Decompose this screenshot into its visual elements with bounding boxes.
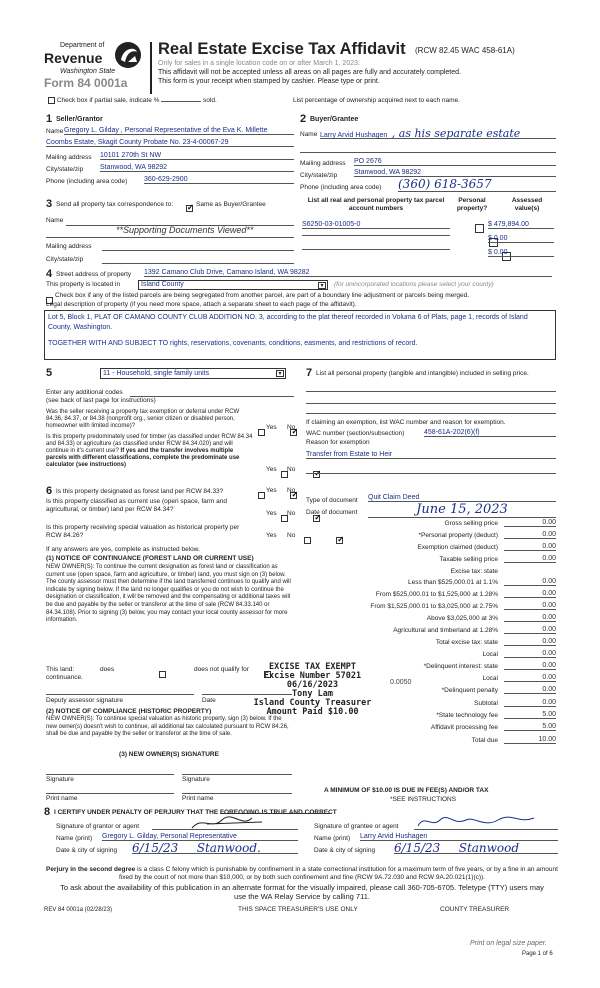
correspondence-label: Send all property tax correspondence to:	[56, 201, 174, 208]
parcel-col-header: List all real and personal property tax parcel account numbers	[307, 197, 445, 212]
legal-text-2: TOGETHER WITH AND SUBJECT TO rights, reservations, covenants, conditions, easments, and restrictions of record.	[48, 340, 418, 347]
does-qualify-checkbox[interactable]	[159, 671, 166, 678]
timber-yes-label: Yes	[266, 466, 277, 473]
parcel-number-field[interactable]: S6250-03-01005-0	[302, 221, 450, 229]
buyer-name-field[interactable]	[320, 124, 556, 139]
buyer-phone-label: Phone (including area code)	[300, 184, 382, 191]
same-as-buyer-checkbox[interactable]	[186, 205, 193, 212]
logo-dept: Department of	[60, 42, 105, 49]
continuance-text: NEW OWNER(S): To continue the current designation as forest land or classification as current use (open space, farm and agriculture, or timber) land, you must sign on (3) below. The county assessor must then determine if the land transferred continues to qualify and will indicate by signing below. If the land no longer qualifies or you do not wish to continue the designation or classification, it will be removed and the compensating or additional taxes will be due and payable by the seller or transferor at the time of sale (RCW 84.33.140 or 84.34.108). Prior to signing (3) below, you may contact your local county assessor for more information.	[46, 564, 291, 624]
signature-label-1: Signature	[46, 776, 74, 783]
personal-property-line-3[interactable]	[306, 413, 556, 414]
forest-yes-label: Yes	[266, 487, 277, 494]
assessed-col-header: Assessed value(s)	[511, 197, 543, 212]
calc-row-amount[interactable]: 0.00	[504, 626, 556, 634]
timber-question-text: Is this property predominately used for timber (as classified under RCW 84.34 and 84.33) or agriculture (as classified under RCW 84.34.020) and will continue in it's current use?	[46, 434, 253, 454]
calc-row-amount[interactable]: 0.00	[504, 531, 556, 539]
buyer-heading: Buyer/Grantee	[310, 116, 359, 123]
grantor-date-city-field[interactable]	[132, 839, 298, 854]
use-code-value: 11 - Household, single family units	[103, 370, 210, 377]
calc-row-amount[interactable]: 0.00	[504, 686, 556, 694]
stamp-line-6: Amount Paid $10.00	[266, 707, 359, 717]
buyer-mail-label: Mailing address	[300, 160, 346, 167]
this-land-label: This land:	[46, 666, 75, 673]
grantor-date: 6/15/23	[132, 841, 179, 855]
page-number: Page 1 of 6	[522, 951, 553, 957]
calc-row-label: Excise tax: state	[450, 568, 498, 575]
chevron-down-icon: ▾	[276, 370, 284, 377]
street-label: Street address of property	[56, 271, 132, 278]
grantee-date: 6/15/23	[394, 841, 441, 855]
calc-row-amount[interactable]: 0.00	[504, 543, 556, 551]
seller-name-label: Name	[46, 128, 64, 135]
legal-description-field[interactable]	[44, 310, 556, 360]
stamp-line-5: Island County Treasurer	[253, 698, 372, 708]
buyer-name-typed: Larry Arvid Hushagen	[320, 132, 388, 139]
print-name-label-1: Print name	[46, 795, 78, 802]
segregated-label: Check box if any of the listed parcels are being segregated from another parcel, are part of a boundary line adjustment or parcels being merged.	[55, 292, 470, 299]
calc-row-label: Agricultural and timberland at 1.28%	[393, 627, 498, 634]
supporting-docs-stamp: **Supporting Documents Viewed**	[116, 225, 254, 235]
deputy-date-label: Date	[202, 697, 216, 704]
personal-property-checkbox-1[interactable]	[475, 224, 484, 233]
minimum-due-note: A MINIMUM OF $10.00 IS DUE IN FEE(S) AND/OR TAX	[324, 787, 489, 794]
corr-mail-label: Mailing address	[46, 243, 92, 250]
signature-label-2: Signature	[182, 776, 210, 783]
seller-phone-field[interactable]: 360-629-2900	[144, 176, 294, 184]
ownership-note: List percentage of ownership acquired next to each name.	[293, 97, 460, 104]
calc-row-amount[interactable]: 10.00	[504, 736, 556, 744]
calc-row-label: Local	[482, 675, 498, 682]
calc-row-amount[interactable]: 0.00	[504, 602, 556, 610]
buyer-phone-field[interactable]: (360) 618-3657	[398, 177, 556, 192]
county-value: Island County	[141, 281, 184, 288]
doc-date-label: Date of document	[306, 509, 358, 516]
calc-row-amount[interactable]: 0.00	[504, 614, 556, 622]
calc-row-label: *Delinquent penalty	[441, 687, 498, 694]
grantor-date-label: Date & city of signing	[56, 847, 118, 854]
calc-row-label: *Personal property (deduct)	[418, 532, 498, 539]
grantee-signature-field[interactable]	[414, 814, 558, 830]
assessed-value-1[interactable]: $ 479,894.00	[488, 221, 554, 229]
reason-field[interactable]: Transfer from Estate to Heir	[306, 451, 556, 459]
doc-type-label: Type of document	[306, 497, 358, 504]
calc-row-amount[interactable]: 0.00	[504, 662, 556, 670]
legal-desc-label: Legal description of property (if you need more space, attach a separate sheet to each page of the affidavit).	[46, 301, 357, 308]
reason-label: Reason for exemption	[306, 439, 370, 446]
timber-question	[46, 434, 254, 469]
partial-sale-checkbox[interactable]	[48, 97, 55, 104]
section-1-number: 1	[46, 113, 53, 125]
doc-date-field[interactable]: June 15, 2023	[368, 502, 556, 518]
does-not-qualify-label: does not qualify for	[194, 666, 249, 673]
historic-question: Is this property receiving special valuation as historical property per RCW 84.26?	[46, 524, 240, 539]
calc-row-amount[interactable]: 5.00	[504, 711, 556, 719]
stamp-line-4: Tony Lam	[292, 689, 333, 699]
grantor-print-label: Name (print)	[56, 835, 93, 842]
new-owner-signature-1[interactable]	[46, 774, 174, 775]
compliance-heading: (2) NOTICE OF COMPLIANCE (HISTORIC PROPERTY)	[46, 708, 212, 715]
corr-city-field[interactable]	[102, 263, 294, 264]
treasurer-stamp	[250, 663, 375, 717]
title-rcw: (RCW 82.45 WAC 458-61A)	[415, 46, 515, 55]
grantee-name-field[interactable]: Larry Arvid Hushagen	[360, 833, 558, 841]
see-instructions-note: *SEE INSTRUCTIONS	[390, 796, 457, 803]
parcel-number-field-2[interactable]	[302, 235, 450, 236]
stamp-line-1: EXCISE TAX EXEMPT	[269, 662, 356, 672]
timber-question-bold: If yes and the transfer involves multiple parcels with different classifications, complete the predominate use calculator (see instructions)	[46, 448, 240, 468]
calc-row-label: *State technology fee	[436, 712, 498, 719]
tax-calculation	[304, 520, 558, 780]
calc-row-label: *Delinquent interest: state	[423, 663, 498, 670]
header-note-2: This affidavit will not be accepted unless all areas on all pages are fully and accurately completed.	[158, 69, 461, 76]
seller-heading: Seller/Grantor	[56, 116, 103, 123]
wac-field[interactable]: 458-61A-202(6)(f)	[424, 429, 556, 437]
section-6	[44, 482, 298, 802]
section-8	[44, 806, 558, 866]
rev-number: REV 84 0001a (02/28/23)	[44, 907, 113, 913]
calc-row-amount[interactable]: 0.00	[504, 590, 556, 598]
seller-city-field[interactable]: Stanwood, WA 98292	[100, 164, 294, 172]
grantee-city: Stanwood	[458, 841, 520, 855]
calc-row-amount[interactable]: 0.00	[504, 555, 556, 563]
legal-text-1: Lot 5, Block 1, PLAT OF CAMANO COUNTY CLUB ADDITION NO. 3, according to the plat thereof recorded in Voluma 6 of Plats, page 1, records of Island County, Washington.	[48, 314, 528, 331]
calc-row-label: Local	[482, 651, 498, 658]
section-2-number: 2	[300, 113, 307, 125]
seller-mail-label: Mailing address	[46, 154, 92, 161]
same-as-buyer-label: Same as Buyer/Grantee	[196, 201, 266, 208]
calc-row-label: Subtotal	[474, 700, 498, 707]
new-owner-print-1[interactable]	[46, 793, 174, 794]
continuance-label: continuance.	[46, 674, 83, 681]
stamp-line-3: 06/16/2023	[286, 680, 339, 690]
header-note-3: This form is your receipt when stamped by cashier. Please type or print.	[158, 78, 380, 85]
exemption-yes-checkbox[interactable]	[258, 429, 265, 436]
buyer-name-label: Name	[300, 131, 318, 138]
grantee-signature-scribble	[414, 814, 554, 830]
current-use-yes-label: Yes	[266, 510, 277, 517]
section-7	[304, 367, 558, 517]
unincorporated-note: (for unincorporated locations please select your county)	[334, 281, 494, 288]
seller-name-field[interactable]: Gregory L. Gilday , Personal Representative of the Eva K. Millette	[64, 127, 294, 135]
calc-row-label: From $1,525,000.01 to $3,025,000 at 2.75%	[370, 603, 498, 610]
continuance-heading: (1) NOTICE OF CONTINUANCE (FOREST LAND OR CURRENT USE)	[46, 555, 254, 562]
partial-percent-field[interactable]	[161, 101, 201, 102]
perjury-text: is a class C felony which is punishable by confinement in a state correctional institution for a maximum term of five years, or by a fine in an amount fixed by the court of not more than $10,000, or by both such confinement and fine (RCW 9A.72.030 and RCW 9A.20.021(1)(c)).	[118, 866, 558, 881]
calc-row-label: Taxable selling price	[439, 556, 498, 563]
calc-row-label: Exemption claimed (deduct)	[417, 544, 498, 551]
logo-revenue: Revenue	[44, 50, 103, 66]
personal-property-label: List all personal property (tangible and intangible) included in selling price.	[316, 370, 529, 377]
current-use-question: Is this property classified as current use (open space, farm and agricultural, or timber) land per RCW 84.34?	[46, 498, 228, 513]
accessibility-notice: To ask about the availability of this publication in an alternate format for the visually impaired, please call 360-705-6705. Teletype (TTY) users may use the WA Relay Service by calling 711.	[60, 883, 544, 901]
compliance-text: NEW OWNER(S): To continue special valuation as historic property, sign (3) below. If the new owner(s) doesn't wish to continue, all additional tax calculated pursuant to RCW 84.26, shall be due and payable by the seller or transferor at the time of sale.	[46, 716, 289, 738]
partial-sale-label: Check box if partial sale, indicate %	[56, 97, 160, 105]
calc-row-amount[interactable]: 0.00	[504, 519, 556, 527]
calc-row-amount[interactable]: 0.00	[504, 578, 556, 586]
corr-name-line-2[interactable]	[46, 237, 294, 238]
page-title: Real Estate Excise Tax Affidavit	[158, 40, 406, 58]
calc-row-label: Total due	[471, 737, 498, 744]
chevron-down-icon: ▾	[318, 282, 326, 289]
additional-codes-label: Enter any additional codes	[46, 389, 123, 396]
calc-row-amount[interactable]: 5.00	[504, 723, 556, 731]
logo-state: Washington State	[60, 68, 116, 75]
does-qualify-label: does	[100, 666, 115, 673]
grantor-city: Stanwood.	[196, 841, 261, 855]
corr-name-label: Name	[46, 217, 64, 224]
grantor-signature-label: Signature of grantor or agent	[56, 823, 140, 830]
seller-phone-label: Phone (including area code)	[46, 178, 128, 185]
calc-row-amount[interactable]: 0.00	[504, 674, 556, 682]
deputy-signature-label: Deputy assessor signature	[46, 697, 123, 704]
grantee-print-label: Name (print)	[314, 835, 351, 842]
calc-row-label: Total excise tax: state	[435, 639, 498, 646]
assessed-value-3[interactable]: $ 0.00	[488, 249, 554, 257]
located-label: This property is located in	[46, 281, 121, 288]
perjury-bold: Perjury in the second degree	[46, 866, 136, 873]
certify-statement: I CERTIFY UNDER PENALTY OF PERJURY THAT THE FOREGOING IS TRUE AND CORRECT	[54, 809, 337, 816]
section-6-number: 6	[46, 485, 53, 497]
section-7-number: 7	[306, 367, 313, 379]
grantor-signature-scribble	[152, 816, 292, 830]
grantor-name-field[interactable]: Gregory L. Gilday, Personal Representative	[102, 833, 298, 841]
exemption-yes-label: Yes	[266, 424, 277, 431]
grantor-signature-field[interactable]	[152, 816, 298, 830]
forest-no-label: No	[287, 487, 296, 494]
use-code-select[interactable]	[100, 368, 286, 379]
forest-question: Is this property designated as forest land per RCW 84.33?	[56, 488, 224, 495]
partial-sold-label: sold.	[203, 97, 217, 105]
corr-mail-field[interactable]	[102, 250, 294, 251]
county-select[interactable]	[138, 280, 328, 290]
calc-row-label: Above $3,025,000 at 3%	[426, 615, 498, 622]
new-owner-heading: (3) NEW OWNER(S) SIGNATURE	[119, 751, 219, 758]
form-number: Form 84 0001a	[44, 76, 128, 90]
calc-row-amount[interactable]: 0.00	[504, 638, 556, 646]
local-rate: 0.0050	[390, 679, 412, 686]
header-note-1: Only for sales in a single location code on or after March 1, 2023.	[158, 60, 360, 67]
grantee-date-label: Date & city of signing	[314, 847, 376, 854]
exemption-no-label: No	[287, 424, 296, 431]
grantee-date-city-field[interactable]	[394, 839, 558, 854]
deputy-signature-line[interactable]	[46, 694, 194, 695]
buyer-mail-field[interactable]: PO 2676	[354, 158, 556, 166]
section-5-number: 5	[46, 367, 53, 379]
grantee-signature-label: Signature of grantee or agent	[314, 823, 399, 830]
county-treasurer-label: COUNTY TREASURER	[440, 906, 510, 913]
new-owner-signature-2[interactable]	[182, 774, 292, 775]
perjury-notice	[44, 866, 560, 881]
forest-yes-checkbox[interactable]	[258, 492, 265, 499]
stamp-line-2: Excise Number 57021	[263, 671, 362, 681]
header-divider	[150, 42, 152, 94]
timber-no-label: No	[287, 466, 296, 473]
section-3	[44, 195, 558, 267]
if-any-yes-note: If any answers are yes, complete as instructed below.	[46, 546, 200, 553]
personal-col-header: Personal property?	[456, 197, 488, 212]
exemption-question: Was the seller receiving a property tax exemption or deferral under RCW 84.36, 84.37, or 84.38 (nonprofit org., senior citizen or disabled person, homeowner with limited income)?	[46, 409, 240, 429]
calc-row-label: Affidavit processing fee	[430, 724, 498, 731]
calc-row-amount[interactable]: 0.00	[504, 699, 556, 707]
section-8-number: 8	[44, 806, 51, 818]
buyer-name-line-2[interactable]	[300, 152, 556, 153]
logo-swirl-icon	[113, 40, 143, 75]
personal-property-line-1[interactable]	[306, 391, 556, 392]
wac-label: WAC number (section/subsection)	[306, 430, 405, 437]
buyer-city-label: City/state/zip	[300, 172, 338, 179]
see-instructions-label: (see back of last page for instructions)	[46, 397, 156, 404]
personal-property-line-2[interactable]	[306, 403, 556, 404]
claiming-exemption-label: If claiming an exemption, list WAC number and reason for exemption.	[306, 419, 506, 426]
print-name-label-2: Print name	[182, 795, 214, 802]
seller-city-label: City/state/zip	[46, 166, 84, 173]
strike-line	[220, 813, 330, 814]
seller-name-field-2[interactable]: Coombs Estate, Skagit County Probate No. 23-4-00067-29	[46, 139, 294, 147]
new-owner-print-2[interactable]	[182, 793, 292, 794]
calc-row-label: From $525,000.01 to $1,525,000 at 1.28%	[375, 591, 498, 598]
section-4	[44, 266, 558, 364]
calc-row-amount[interactable]: 0.00	[504, 650, 556, 658]
buyer-name-handwritten: , as his separate estate	[391, 127, 521, 140]
section-4-number: 4	[46, 268, 53, 280]
treasurer-use-label: THIS SPACE TREASURER'S USE ONLY	[238, 906, 358, 913]
corr-city-label: City/state/zip	[46, 256, 84, 263]
section-3-number: 3	[46, 198, 53, 210]
calc-row-label: Gross selling price	[444, 520, 498, 527]
historic-yes-label: Yes	[266, 532, 277, 539]
reason-line-2[interactable]	[306, 473, 556, 474]
historic-no-label: No	[287, 532, 296, 539]
legal-paper-note: Print on legal size paper.	[470, 940, 547, 947]
calc-row-label: Less than $525,000.01 at 1.1%	[408, 579, 498, 586]
seller-mail-field[interactable]: 10101 270th St NW	[100, 152, 294, 160]
street-address-field[interactable]: 1392 Camano Club Drive, Camano Island, WA 98282	[144, 269, 552, 277]
doc-type-field[interactable]: Quit Claim Deed	[368, 494, 556, 502]
buyer-city-field[interactable]: Stanwood, WA 98292	[354, 169, 556, 177]
partial-sale-row	[48, 97, 217, 105]
parcel-number-field-3[interactable]	[302, 249, 450, 250]
assessed-value-2[interactable]: $ 0.00	[488, 235, 554, 243]
current-use-no-label: No	[287, 510, 296, 517]
